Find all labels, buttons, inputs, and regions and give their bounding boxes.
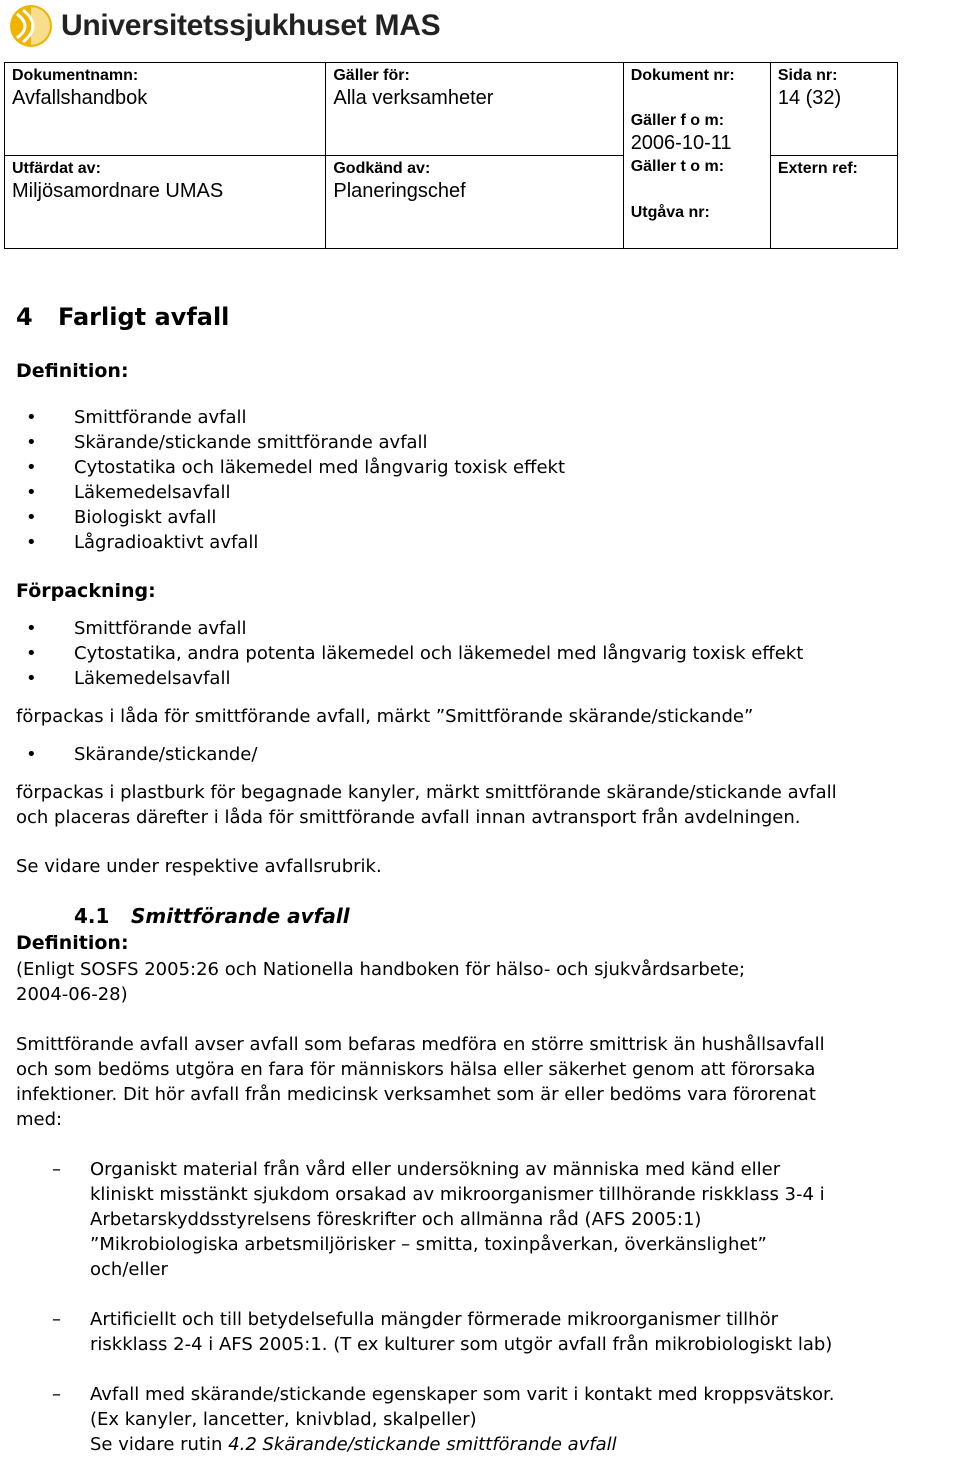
galler-for-label: Gäller för: [333,67,410,84]
sida-value: 14 (32) [777,87,842,109]
list-item: – Organiskt material från vård eller undersökning av människa med känd eller [52,1159,781,1180]
header-cell-dokument-info [623,63,770,249]
rutin-reference: 4.2 Skärande/stickande smittförande avfall [228,1434,617,1455]
list-item: • Cytostatika och läkemedel med långvarig toxisk effekt [26,457,566,478]
list-item: • Skärande/stickande/ [26,744,258,765]
packaging-label: Förpackning: [16,580,156,602]
section-4-1-heading [74,903,960,929]
header-cell-galler-for [326,63,623,156]
dokumentnamn-label: Dokumentnamn: [12,67,139,84]
utfardat-label: Utfärdat av: [12,160,101,177]
list-item: – Artificiellt och till betydelsefulla mängder förmerade mikroorganismer tillhör [52,1309,778,1330]
paragraph-line-1: Smittförande avfall avser avfall som befaras medföra en större smittrisk än hushållsavfall [16,1034,825,1055]
header-cell-utfardat [5,156,326,249]
section-4-1-number: 4.1 [74,904,110,928]
list-item-continuation: Se vidare rutin 4.2 Skärande/stickande smittförande avfall [90,1434,617,1455]
source-line-1: (Enligt SOSFS 2005:26 och Nationella handboken för hälso- och sjukvårdsarbete; [16,959,746,980]
list-item: • Skärande/stickande smittförande avfall [26,432,428,453]
galler-tom-label: Gäller t o m: [630,158,725,175]
galler-fom-label: Gäller f o m: [630,112,725,129]
packaging-text: förpackas i låda för smittförande avfall, märkt ”Smittförande skärande/stickande” [16,706,754,727]
godkand-value: Planeringschef [333,180,466,202]
paragraph-line-2: och som bedöms utgöra en fara för människors hälsa eller säkerhet genom att förorsaka [16,1059,816,1080]
sharp-list [16,742,960,767]
definition-list [16,405,960,555]
dokumentnamn-value: Avfallshandbok [12,87,148,109]
document-body [16,302,960,1457]
section-4-heading [16,302,960,332]
header-cell-godkand [326,156,623,249]
paragraph-line-3: infektioner. Dit hör avfall från medicinsk verksamhet som är eller bedöms vara förorenat [16,1084,816,1105]
sharp-text-line-1: förpackas i plastburk för begagnade kanyler, märkt smittförande skärande/stickande avfall [16,782,837,803]
dash-list-2 [16,1307,960,1357]
list-item: • Lågradioaktivt avfall [26,532,259,553]
godkand-label: Godkänd av: [333,160,431,177]
list-item: • Biologiskt avfall [26,507,217,528]
paragraph-line-4: med: [16,1109,63,1130]
see-more-text: Se vidare under respektive avfallsrubrik. [16,856,382,877]
section-4-number: 4 [16,303,33,331]
dash-list-1 [16,1157,960,1282]
sharp-text-line-2: och placeras därefter i låda för smittförande avfall innan avtransport från avdelningen. [16,807,801,828]
utfardat-value: Miljösamordnare UMAS [12,180,224,202]
definition-label: Definition: [16,360,129,382]
list-item-continuation: (Ex kanyler, lancetter, knivblad, skalpeller) [90,1409,477,1430]
list-item-continuation: kliniskt misstänkt sjukdom orsakad av mikroorganismer tillhörande riskklass 3-4 i [90,1184,825,1205]
source-line-2: 2004-06-28) [16,984,128,1005]
dash-list-3 [16,1382,960,1457]
dokument-nr-label: Dokument nr: [630,67,735,84]
list-item-continuation: riskklass 2-4 i AFS 2005:1. (T ex kulturer som utgör avfall från mikrobiologiskt lab) [90,1334,833,1355]
header-cell-sida [770,63,897,156]
list-item: • Läkemedelsavfall [26,482,231,503]
list-item: • Läkemedelsavfall [26,668,231,689]
list-item-continuation: och/eller [90,1259,168,1280]
sun-logo-icon [9,4,53,48]
galler-for-value: Alla verksamheter [333,87,494,109]
list-item: • Smittförande avfall [26,407,247,428]
section-4-1-definition-label: Definition: [16,932,129,954]
utgava-label: Utgåva nr: [630,204,710,221]
galler-fom-value: 2006-10-11 [630,132,732,154]
sida-label: Sida nr: [777,67,838,84]
list-item: • Smittförande avfall [26,618,247,639]
list-item: – Avfall med skärande/stickande egenskaper som varit i kontakt med kroppsvätskor. [52,1384,835,1405]
document-header-table [4,62,898,249]
header-cell-dokumentnamn [5,63,326,156]
list-item: • Cytostatika, andra potenta läkemedel och läkemedel med långvarig toxisk effekt [26,643,804,664]
logo-text: Universitetssjukhuset MAS [61,9,441,42]
header-cell-extern-ref [770,156,897,249]
section-4-1-title: Smittförande avfall [131,904,350,928]
section-4-title: Farligt avfall [58,303,230,331]
packaging-list [16,616,960,691]
logo [9,4,440,48]
extern-ref-label: Extern ref: [777,160,858,177]
list-item-continuation: ”Mikrobiologiska arbetsmiljörisker – smitta, toxinpåverkan, överkänslighet” [90,1234,767,1255]
list-item-continuation: Arbetarskyddsstyrelsens föreskrifter och allmänna råd (AFS 2005:1) [90,1209,702,1230]
